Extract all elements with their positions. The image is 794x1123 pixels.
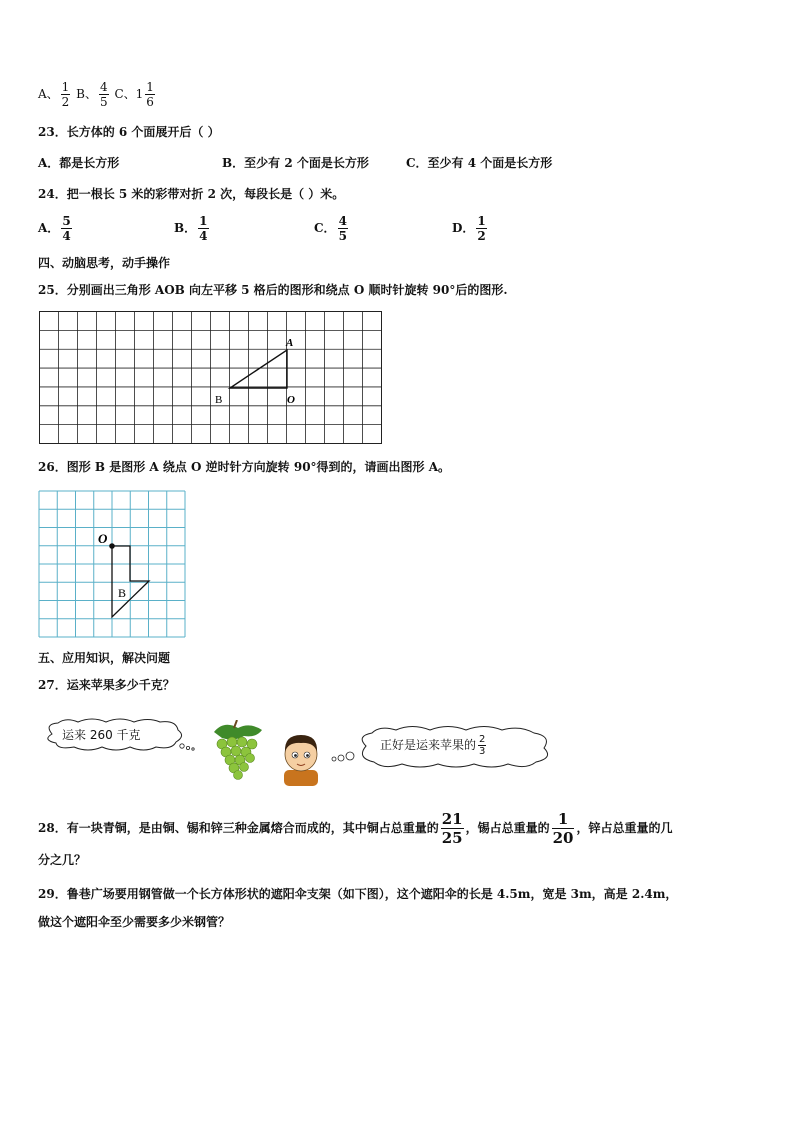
fraction-four-fifths: $\frac{4}{5}$ (99, 80, 108, 109)
section-4-title: 四、动脑思考，动手操作 (38, 256, 171, 270)
q28-line-2: 分之几？ (38, 853, 87, 867)
label-a: A (286, 337, 294, 349)
fraction-two-thirds: $\frac{2}{3}$ (479, 734, 486, 757)
fraction-half: $\frac{1}{2}$ (61, 80, 70, 109)
label-o: O (287, 394, 295, 406)
q22-option-c: C、1 $\frac{1}{6}$ (114, 80, 154, 109)
q27-stem: 27．运来苹果多少千克？ (38, 678, 175, 692)
speech-left-text: 运来 260 千克 (62, 728, 141, 742)
section-5-title: 五、应用知识，解决问题 (38, 651, 171, 665)
q24-option-d: D． $\frac{1}{2}$ (452, 214, 486, 243)
q23-option-b: B．至少有 2 个面是长方形 (222, 156, 369, 170)
thought-right-text: 正好是运来苹果的 $\frac{2}{3}$ (380, 734, 486, 757)
q29-line-2: 做这个遮阳伞至少需要多少米钢管？ (38, 915, 231, 929)
grapes-image (204, 720, 270, 782)
q23-option-a: A．都是长方形 (38, 156, 120, 170)
boy-character-image (276, 730, 326, 786)
q22-options (38, 80, 157, 109)
q26-stem: 26．图形 B 是图形 A 绕点 O 逆时针方向旋转 90°得到的，请画出图形 A。 (38, 460, 451, 474)
q22-option-b: B、 $\frac{4}{5}$ (76, 80, 108, 109)
q24-option-a: A． $\frac{5}{4}$ (38, 214, 71, 243)
q26-grid-figure (38, 490, 188, 640)
q24-option-b: B． $\frac{1}{4}$ (174, 214, 208, 243)
triangle-aob (230, 350, 287, 388)
label-o: O (98, 531, 108, 546)
q23-option-c: C．至少有 4 个面是长方形 (406, 156, 553, 170)
q23-stem: 23．长方体的 6 个面展开后（ ） (38, 125, 220, 139)
q25-stem: 25．分别画出三角形 AOB 向左平移 5 格后的图形和绕点 O 顺时针旋转 90°后的图形. (38, 283, 508, 297)
label-b: B (215, 394, 223, 406)
label-b: B (118, 586, 127, 600)
q24-stem: 24．把一根长 5 米的彩带对折 2 次，每段长是（ ）米。 (38, 187, 345, 201)
q22-option-a: A、 $\frac{1}{2}$ (38, 80, 70, 109)
q24-option-c: C． $\frac{4}{5}$ (314, 214, 347, 243)
fraction-one-sixth: $\frac{1}{6}$ (146, 80, 154, 109)
q29-line-1: 29．鲁巷广场要用钢管做一个长方体形状的遮阳伞支架（如下图），这个遮阳伞的长是 4.5m，宽是 3m，高是 2.4m， (38, 887, 678, 901)
q28-line-1: 28．有一块青铜，是由铜、锡和锌三种金属熔合而成的，其中铜占总重量的 $\frac{21}{25}$ ，锡占总重量的 $\frac{1}{20}$ ，锌占总重量的几 (38, 810, 673, 847)
q25-grid-figure (38, 310, 384, 446)
point-o (109, 543, 115, 549)
